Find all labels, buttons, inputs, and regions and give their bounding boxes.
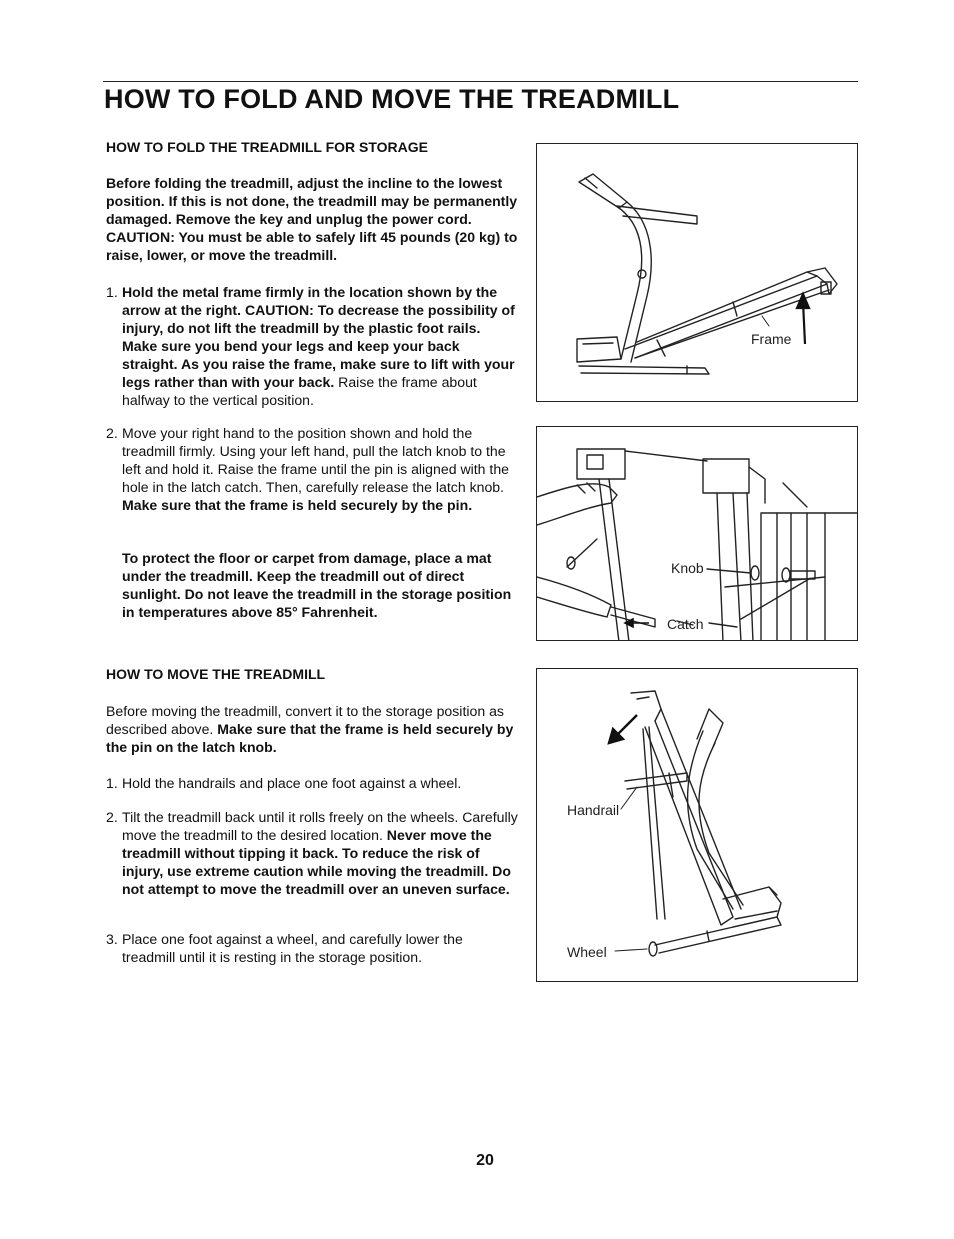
step-number: 2.	[106, 425, 118, 441]
wheel-label: Wheel	[567, 944, 607, 960]
fold-step-1-bold: Hold the metal frame firmly in the location shown by the arrow at the right. CAUTION: To decrease the possibility of injury, do not lift the treadmill by the plastic foot rails. Make sure you bend your legs and keep your back straight. As you raise the frame, make sure to lift with your legs rather than with your back.	[122, 284, 515, 390]
move-step-2-bold: Never move the treadmill without tipping it back. To reduce the risk of injury, use extreme caution while moving the treadmill. Do not attempt to move the treadmill over an uneven surface.	[122, 827, 511, 897]
step-number: 2.	[106, 809, 118, 825]
fold-protect-note: To protect the floor or carpet from damage, place a mat under the treadmill. Keep the treadmill out of direct sunlight. Do not leave the treadmill in the storage position in temperatures above 85° Fahrenheit.	[122, 550, 512, 620]
move-step-1	[106, 774, 518, 792]
move-step-3	[106, 930, 518, 966]
fold-step-2-bold: Make sure that the frame is held securely by the pin.	[122, 497, 473, 513]
move-step-3-text: Place one foot against a wheel, and carefully lower the treadmill until it is resting in the storage position.	[122, 931, 463, 965]
figure-latch	[536, 426, 858, 641]
fold-step-2	[106, 424, 518, 514]
fold-step-2-text: Move your right hand to the position shown and hold the treadmill firmly. Using your left hand, pull the latch knob to the left and hold it. Raise the frame until the pin is aligned with the hole in the latch catch. Then, carefully release the latch knob.	[122, 425, 510, 495]
move-intro-bold: Make sure that the frame is held securely by the pin on the latch knob.	[106, 721, 514, 755]
frame-label: Frame	[751, 331, 792, 347]
move-step-1-text: Hold the handrails and place one foot against a wheel.	[122, 775, 462, 791]
page-title: HOW TO FOLD AND MOVE THE TREADMILL	[104, 84, 680, 114]
move-step-2-text: Tilt the treadmill back until it rolls freely on the wheels. Carefully move the treadmill to the desired location.	[122, 809, 518, 843]
move-step-2	[106, 808, 518, 898]
move-intro	[106, 702, 518, 756]
step-number: 3.	[106, 931, 118, 947]
step-number: 1.	[106, 775, 118, 791]
title-rule	[103, 81, 858, 82]
fold-step-1	[106, 283, 518, 409]
figure-fold-frame	[536, 143, 858, 402]
moving-treadmill-illustration	[537, 669, 858, 982]
page-number: 20	[476, 1152, 494, 1169]
move-intro-text: Before moving the treadmill, convert it to the storage position as described above.	[106, 703, 504, 737]
figure-move	[536, 668, 858, 982]
fold-intro: Before folding the treadmill, adjust the incline to the lowest position. If this is not done, the treadmill may be permanently damaged. Remove the key and unplug the power cord. CAUTION: You must be able to safely lift 45 pounds (20 kg) to raise, lower, or move the treadmill.	[106, 175, 518, 263]
fold-heading: HOW TO FOLD THE TREADMILL FOR STORAGE	[106, 139, 428, 155]
step-number: 1.	[106, 284, 118, 300]
latch-illustration	[537, 427, 858, 641]
catch-label: Catch	[667, 616, 704, 632]
treadmill-fold-illustration	[537, 144, 858, 402]
handrail-label: Handrail	[567, 802, 620, 818]
move-heading: HOW TO MOVE THE TREADMILL	[106, 666, 326, 682]
fold-step-1-text: Raise the frame about halfway to the vertical position.	[122, 374, 477, 408]
knob-label: Knob	[671, 560, 704, 576]
